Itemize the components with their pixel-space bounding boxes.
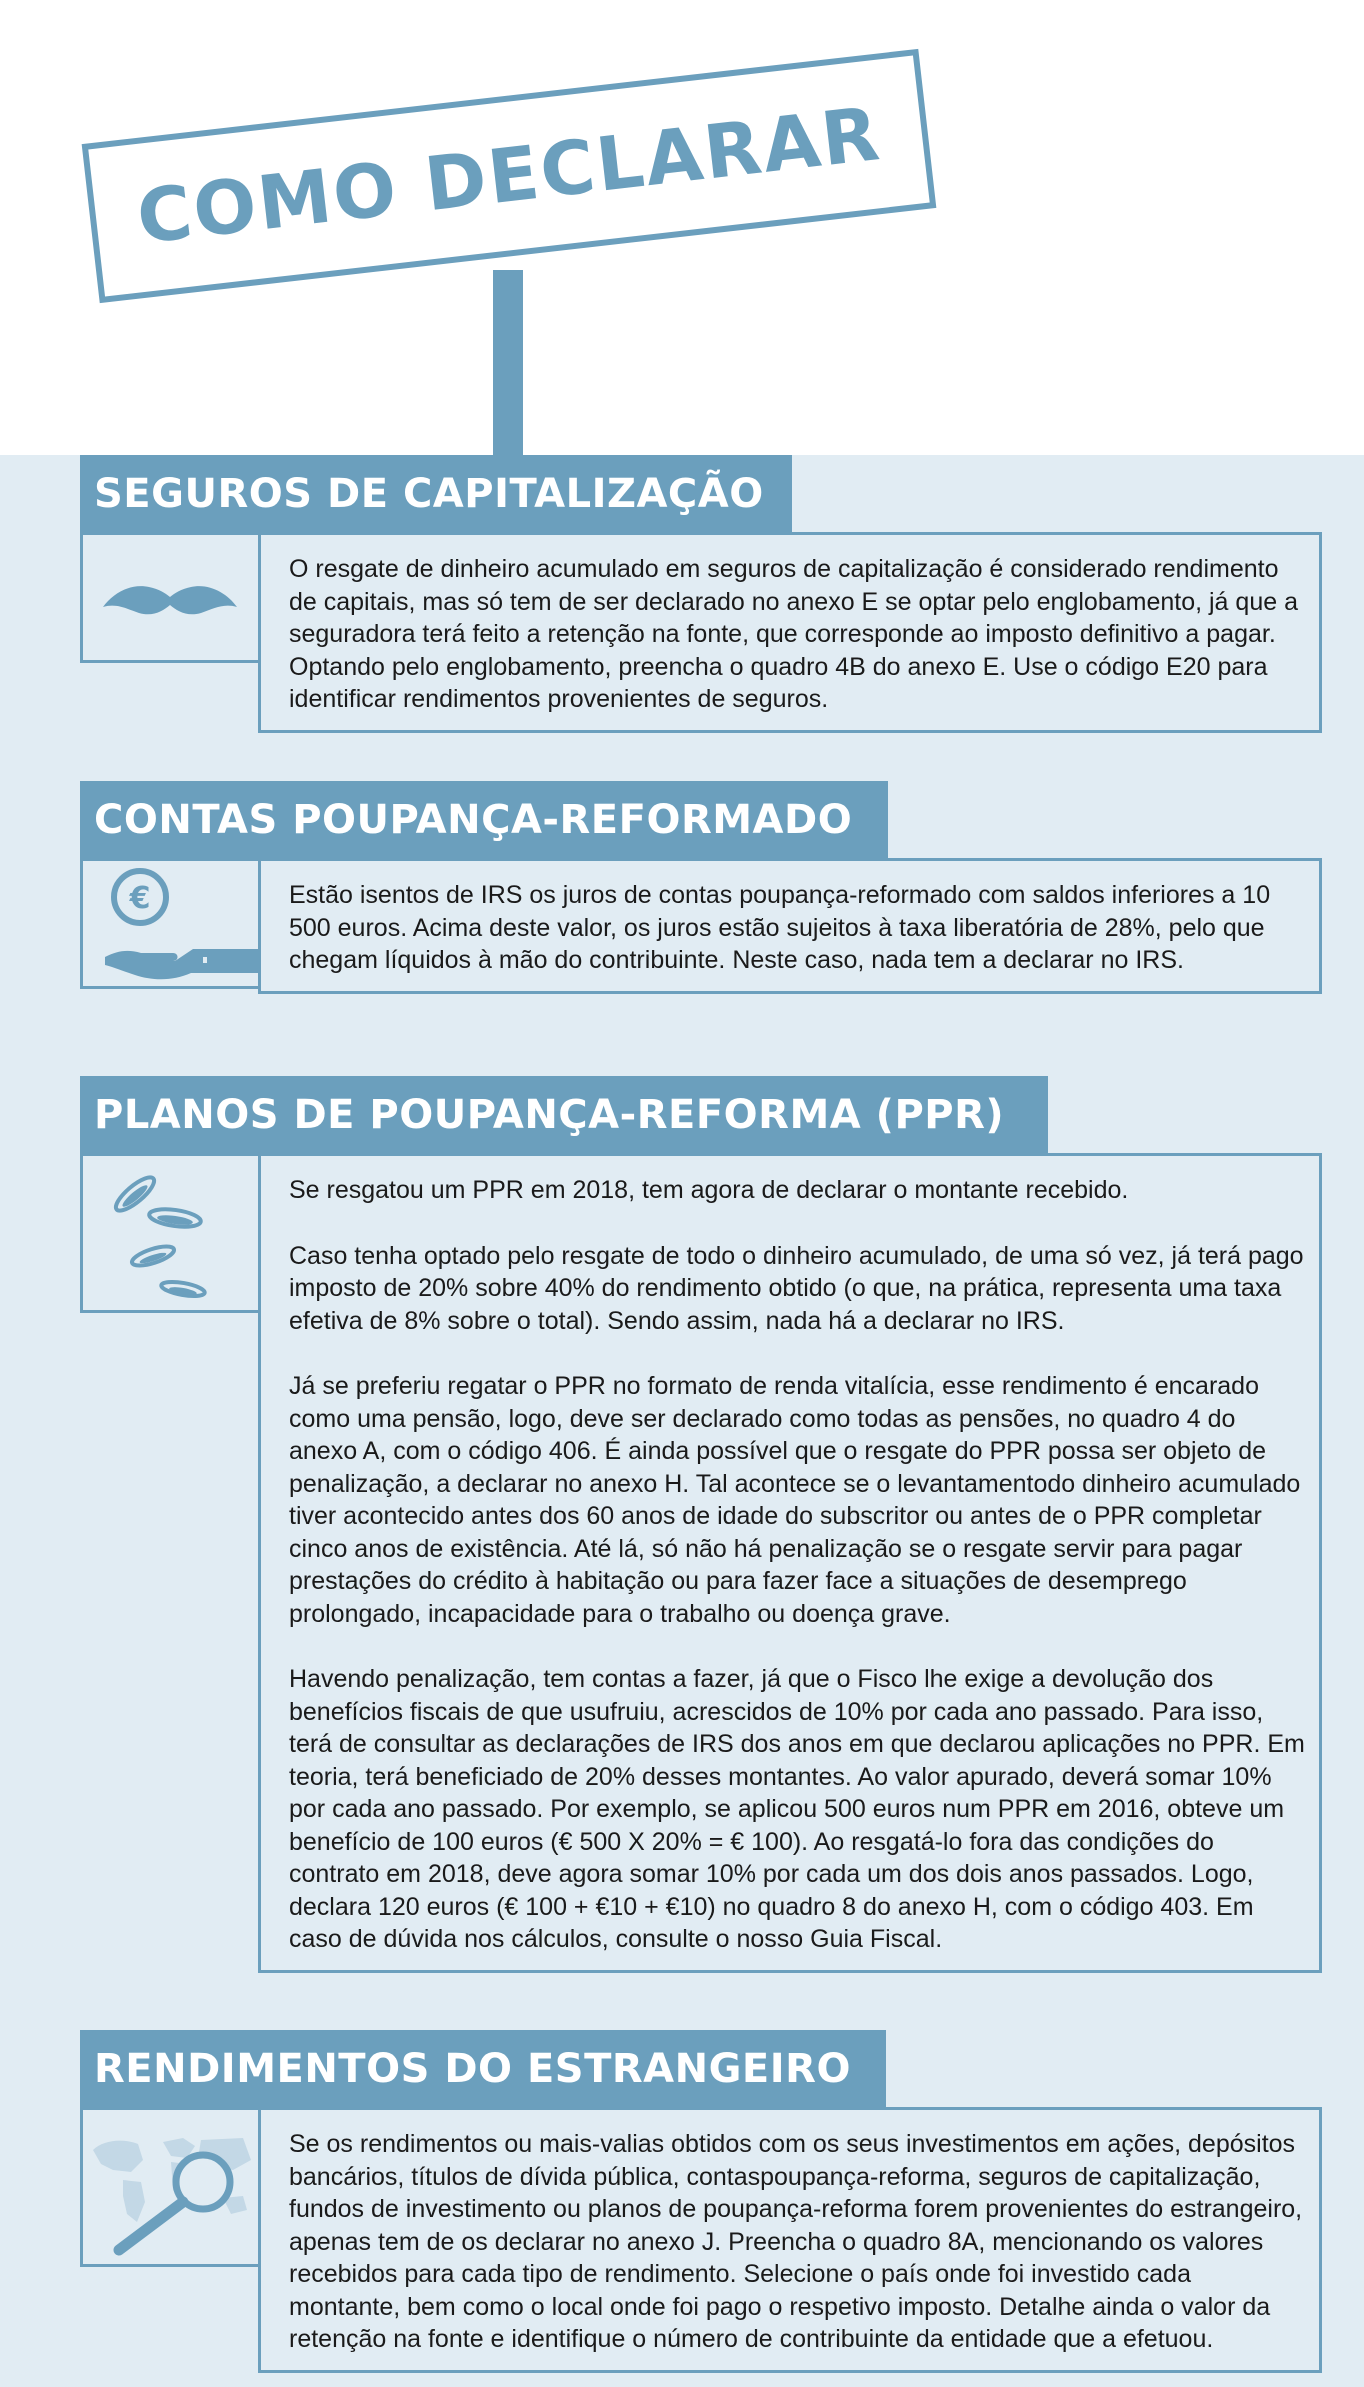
section-title-contas: CONTAS POUPANÇA-REFORMADO [80,781,888,858]
section-text-box [258,2107,1322,2373]
section-title-seguros: SEGUROS DE CAPITALIZAÇÃO [80,455,792,532]
section-paragraph: Havendo penalização, tem contas a fazer, já que o Fisco lhe exige a devolução dos benefícios fiscais de que usufruiu, acrescidos de 10% por cada ano passado. Para isso, terá de consultar as declarações de IRS dos anos em que declarou aplicações no PPR. Em teoria, terá beneficiado de 20% desses montantes. Ao valor apurado, deverá somar 10% por cada ano passado. Por exemplo, se aplicou 500 euros num PPR em 2016, obteve um benefício de 100 euros (€ 500 X 20% = € 100). Ao resgatá-lo fora das condições do contrato em 2018, deve agora somar 10% por cada um dos dois anos passados. Logo, declara 120 euros (€ 100 + €10 + €10) no quadro 8 do anexo H, com o código 403. Em caso de dúvida nos cálculos, consulte o nosso Guia Fiscal. [289,1665,1305,1953]
falling-coins-icon [83,1156,258,1311]
section-icon-box [80,858,258,989]
section-paragraph: Caso tenha optado pelo resgate de todo o dinheiro acumulado, de uma só vez, já terá pago imposto de 20% sobre 40% do rendimento obtido (o que, na prática, representa uma taxa efetiva de 8% sobre o total). Sendo assim, nada há a declarar no IRS. [289,1241,1304,1335]
page-title: COMO DECLARAR [132,90,886,262]
mustache-icon [83,535,258,660]
section-text-box [258,858,1322,994]
section-text-box [258,532,1322,733]
section-icon-box [80,1153,258,1313]
world-map-magnifier-icon [83,2110,258,2265]
hand-euro-coin-icon [83,861,258,986]
section-paragraph: Se os rendimentos ou mais-valias obtidos com os seus investimentos em ações, depósitos bancários, títulos de dívida pública, contaspoupança-reforma, seguros de capitalização, fundos de investimento ou planos de poupança-reforma forem provenientes do estrangeiro, apenas tem de os declarar no anexo J. Preencha o quadro 8A, mencionando os valores recebidos para cada tipo de rendimento. Selecione o país onde foi investido cada montante, bem como o local onde foi pago o respetivo imposto. Detalhe ainda o valor da retenção na fonte e identifique o número de contribuinte da entidade que a efetuou. [289,2130,1303,2353]
section-icon-box [80,532,258,663]
section-paragraph: Estão isentos de IRS os juros de contas poupança-reformado com saldos inferiores a 10 500 euros. Acima deste valor, os juros estão sujeitos à taxa liberatória de 28%, pelo que chegam líquidos à mão do contribuinte. Neste caso, nada tem a declarar no IRS. [289,881,1271,974]
signpost-pole [493,270,523,460]
section-paragraph: Já se preferiu regatar o PPR no formato de renda vitalícia, esse rendimento é encarado como uma pensão, logo, deve ser declarado como todas as pensões, no quadro 4 do anexo A, com o código 406. É ainda possível que o resgate do PPR possa ser objeto de penalização, a declarar no anexo H. Tal acontece se o levantamentodo dinheiro acumulado tiver acontecido antes dos 60 anos de idade do subscritor ou antes de o PPR completar cinco anos de existência. Até lá, só não há penalização se o resgate servir para pagar prestações do crédito à habitação ou para fazer face a situações de desemprego prolongado, incapacidade para o trabalho ou doença grave. [289,1372,1301,1628]
section-icon-box [80,2107,258,2267]
section-paragraph: Se resgatou um PPR em 2018, tem agora de declarar o montante recebido. [289,1176,1129,1204]
title-sign [82,49,937,303]
section-title-ppr: PLANOS DE POUPANÇA-REFORMA (PPR) [80,1076,1048,1153]
section-title-rendimentos: RENDIMENTOS DO ESTRANGEIRO [80,2030,886,2107]
section-paragraph: O resgate de dinheiro acumulado em seguros de capitalização é considerado rendimento de capitais, mas só tem de ser declarado no anexo E se optar pelo englobamento, já que a seguradora terá feito a retenção na fonte, que corresponde ao imposto definitivo a pagar. Optando pelo englobamento, preencha o quadro 4B do anexo E. Use o código E20 para identificar rendimentos provenientes de seguros. [289,555,1298,713]
svg-text:€: € [129,881,151,916]
section-text-box [258,1153,1322,1973]
